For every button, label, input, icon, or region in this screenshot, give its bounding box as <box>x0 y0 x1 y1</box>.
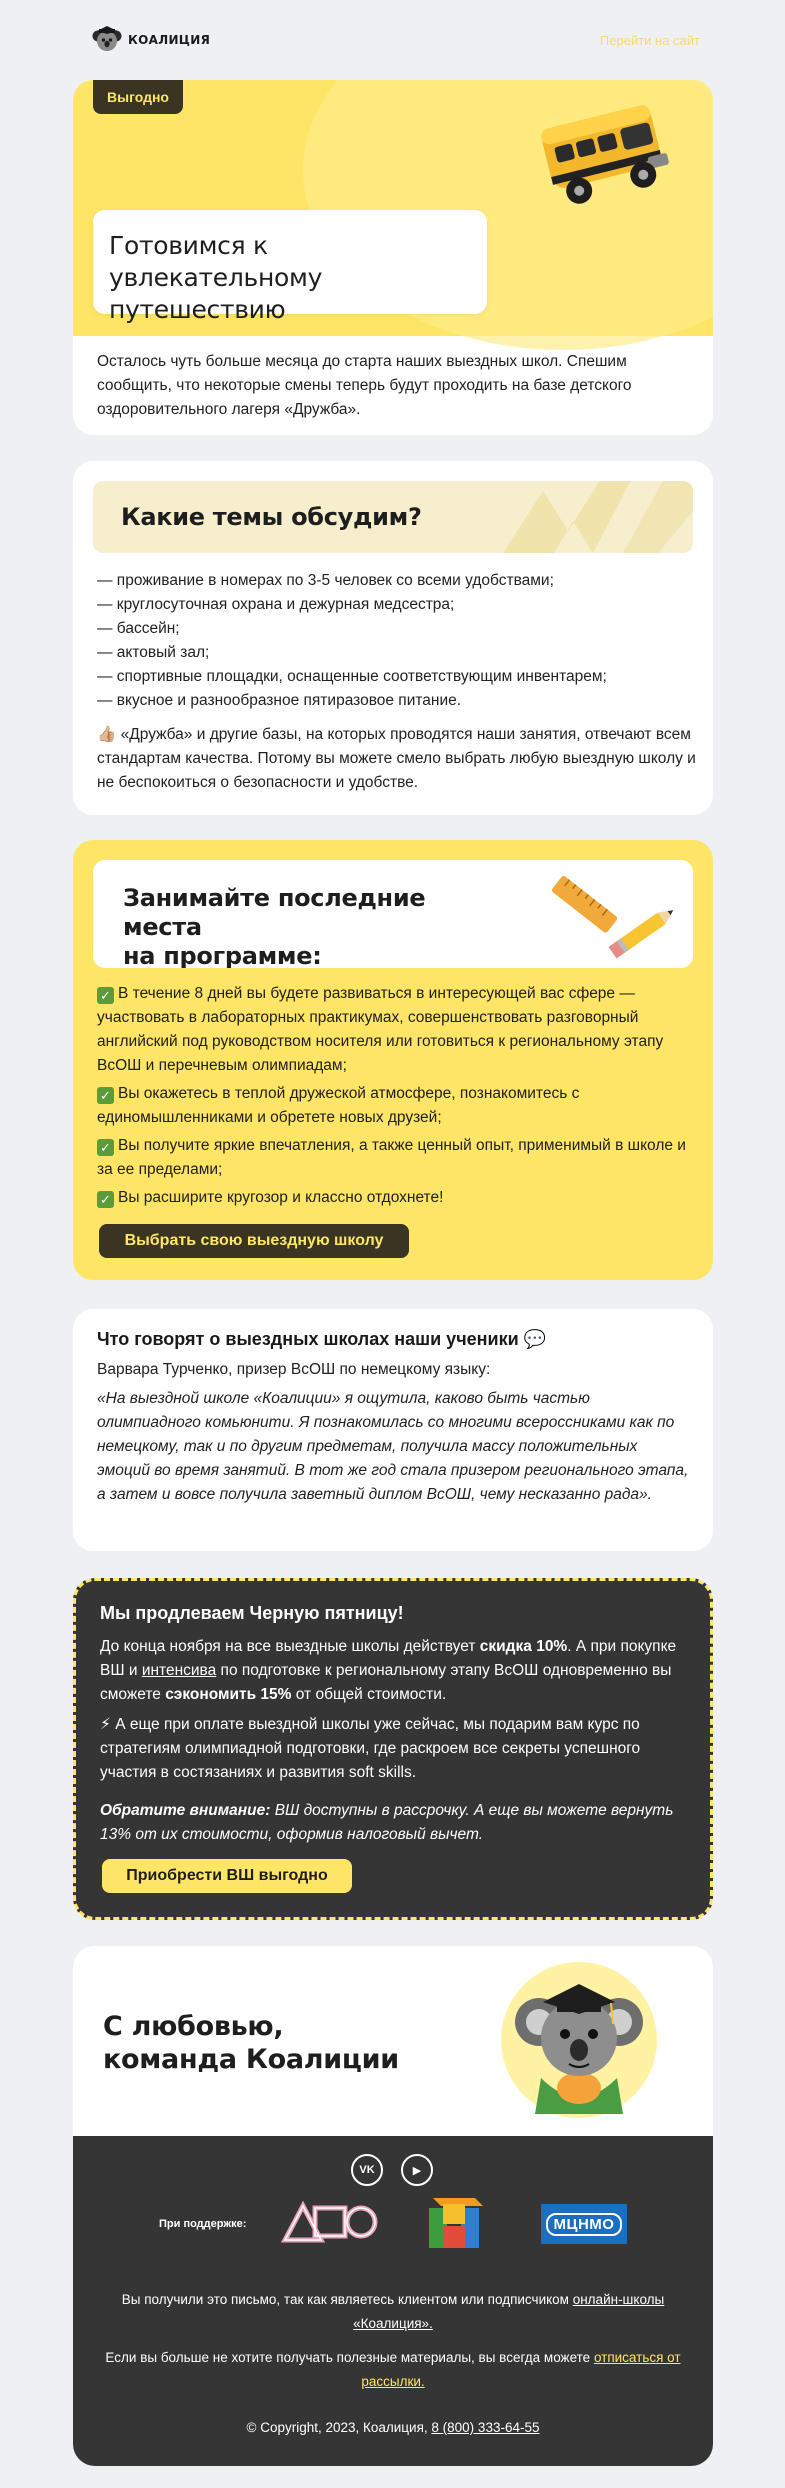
unsubscribe-notice <box>93 2346 693 2394</box>
koala-logo-icon <box>92 25 122 55</box>
list-item: — бассейн; <box>97 620 180 637</box>
benefits-list <box>97 982 693 1214</box>
koala-mascot-icon <box>505 1966 653 2114</box>
cube-partner-logo <box>425 2192 483 2254</box>
discount-highlight: скидка 10% <box>479 1638 568 1655</box>
signoff-section <box>73 1946 713 2136</box>
list-item <box>97 1134 693 1182</box>
unsubscribe-link[interactable]: отписаться от рассылки. <box>361 2350 681 2389</box>
list-item <box>97 1186 693 1210</box>
promo-card <box>73 1578 713 1920</box>
signoff-line1: С любовью, <box>103 2011 284 2042</box>
promo-title: Мы продлеваем Черную пятницу! <box>100 1603 404 1623</box>
program-title-line2: на программе: <box>123 942 322 968</box>
promo-paragraph-1 <box>100 1635 680 1707</box>
checkmark-icon: ✓ <box>97 1191 114 1208</box>
subscription-notice <box>93 2288 693 2336</box>
topics-title: Какие темы обсудим? <box>121 503 422 531</box>
notice-text: Если вы больше не хотите получать полезные материалы, вы всегда можете <box>105 2350 594 2365</box>
program-title-line1: Занимайте последние места <box>123 884 426 941</box>
promo-text: А еще при оплате выездной школы уже сейчас, мы подарим вам курс по стратегиям олимпиадной подготовки, где раскроем все секреты успешного участия в состязаниях и развития soft skills. <box>100 1716 641 1781</box>
topics-list <box>97 569 693 713</box>
intro-title-box <box>93 210 487 324</box>
benefit-text: В течение 8 дней вы будете развиваться в интересующей вас сфере — участвовать в лабораторных практикумах, совершенствовать разговорный английский под руководством носителя или готовиться к региональному этапу ВсОШ и перечневым олимпиадам; <box>97 985 664 1074</box>
logo-text: КОАЛИЦИЯ <box>128 33 211 47</box>
checkmark-icon: ✓ <box>97 987 114 1004</box>
intro-card <box>73 80 713 435</box>
program-card <box>73 840 713 1280</box>
lightning-icon: ⚡ <box>100 1716 111 1733</box>
review-card <box>73 1309 713 1551</box>
social-links <box>351 2154 433 2186</box>
benefit-text: Вы получите яркие впечатления, а также ценный опыт, применимый в школе и за ее пределами; <box>97 1137 686 1178</box>
promo-text: ВШ доступны в рассрочку. А еще вы можете вернуть 13% от их стоимости, оформив налоговый вычет. <box>100 1802 674 1843</box>
decorative-zigzag <box>473 481 693 553</box>
intro-text: Осталось чуть больше месяца до старта наших выездных школ. Спешим сообщить, что некоторые смены теперь будут проходить на базе детского оздоровительного лагеря «Дружба». <box>97 353 632 418</box>
checkmark-icon: ✓ <box>97 1087 114 1104</box>
ruler-pencil-icon <box>541 864 681 964</box>
list-item: — круглосуточная охрана и дежурная медсестра; <box>97 596 455 613</box>
list-item <box>97 1082 693 1130</box>
list-item: — вкусное и разнообразное пятиразовое питание. <box>97 692 462 709</box>
review-title: Что говорят о выездных школах наши ученики 💬 <box>97 1329 547 1349</box>
support-label: При поддержке: <box>159 2218 247 2230</box>
promo-text: До конца ноября на все выездные школы действует <box>100 1638 480 1655</box>
topics-card <box>73 461 713 815</box>
promo-paragraph-2 <box>100 1713 680 1785</box>
topics-note <box>97 723 697 795</box>
mcnmo-partner-logo <box>541 2204 627 2244</box>
promo-badge: Выгодно <box>93 80 183 114</box>
signoff-title <box>103 2010 399 2076</box>
promo-text: . А при покупке ВШ и <box>100 1638 677 1679</box>
dpo-partner-logo <box>281 2200 381 2244</box>
school-bus-icon <box>528 88 678 228</box>
notice-text: Вы получили это письмо, так как являетесь клиентом или подписчиком <box>121 2292 573 2307</box>
promo-text: от общей стоимости. <box>291 1686 447 1703</box>
program-header <box>93 860 693 968</box>
copyright <box>93 2420 693 2435</box>
benefit-text: Вы расширите кругозор и классно отдохнете! <box>118 1189 444 1206</box>
thumbs-up-icon: 👍🏼 <box>97 726 117 743</box>
review-quote: «На выездной школе «Коалиции» я ощутила, каково быть частью олимпиадного комьюнити. Я познакомилась со многими всероссниками как по немецкому, так и по другим предметам, получила массу положительных эмоций во время занятий. В тот же год стала призером регионального этапа, а затем и вовсе получила заветный диплом ВсОШ, чему несказанно рада». <box>97 1390 689 1503</box>
copyright-text: © Copyright, 2023, Коалиция, <box>246 2420 432 2435</box>
intro-title: Готовимся к увлекательному путешествию <box>109 231 323 324</box>
promo-paragraph-3 <box>100 1799 680 1847</box>
signoff-card <box>73 1946 713 2466</box>
footer <box>73 2136 713 2466</box>
header <box>92 22 700 58</box>
list-item: — спортивные площадки, оснащенные соответствующим инвентарем; <box>97 668 607 685</box>
savings-highlight: сэкономить 15% <box>165 1686 292 1703</box>
buy-school-button[interactable]: Приобрести ВШ выгодно <box>102 1859 352 1893</box>
go-to-site-link[interactable]: Перейти на сайт <box>599 32 700 48</box>
promo-text: по подготовке к региональному этапу ВсОШ одновременно вы сможете <box>100 1662 672 1703</box>
benefit-text: Вы окажетесь в теплой дружеской атмосфере, познакомитесь с единомышленниками и обретете новых друзей; <box>97 1085 580 1126</box>
program-title <box>123 884 483 968</box>
choose-school-button[interactable]: Выбрать свою выездную школу <box>99 1224 409 1258</box>
mcnmo-logo-text: МЦНМО <box>546 2213 623 2236</box>
vk-icon[interactable]: VK <box>351 2154 383 2186</box>
attention-label: Обратите внимание: <box>100 1802 271 1819</box>
youtube-icon[interactable]: ▶ <box>401 2154 433 2186</box>
phone-link[interactable]: 8 (800) 333-64-55 <box>431 2420 540 2435</box>
checkmark-icon: ✓ <box>97 1139 114 1156</box>
signoff-line2: команда Коалиции <box>103 2044 399 2075</box>
intro-hero <box>73 80 713 336</box>
topics-header <box>93 481 693 553</box>
list-item <box>97 982 693 1078</box>
review-author: Варвара Турченко, призер ВсОШ по немецкому языку: <box>97 1361 491 1378</box>
topics-note-text: «Дружба» и другие базы, на которых проводятся наши занятия, отвечают всем стандартам качества. Потому вы можете смело выбрать любую выездную школу и не беспокоиться о безопасности и удобстве. <box>97 726 696 791</box>
school-link[interactable]: онлайн-школы «Коалиция». <box>353 2292 665 2331</box>
list-item: — проживание в номерах по 3-5 человек со всеми удобствами; <box>97 572 554 589</box>
logo[interactable] <box>92 25 210 55</box>
intensive-link[interactable]: интенсива <box>141 1662 217 1679</box>
list-item: — актовый зал; <box>97 644 210 661</box>
